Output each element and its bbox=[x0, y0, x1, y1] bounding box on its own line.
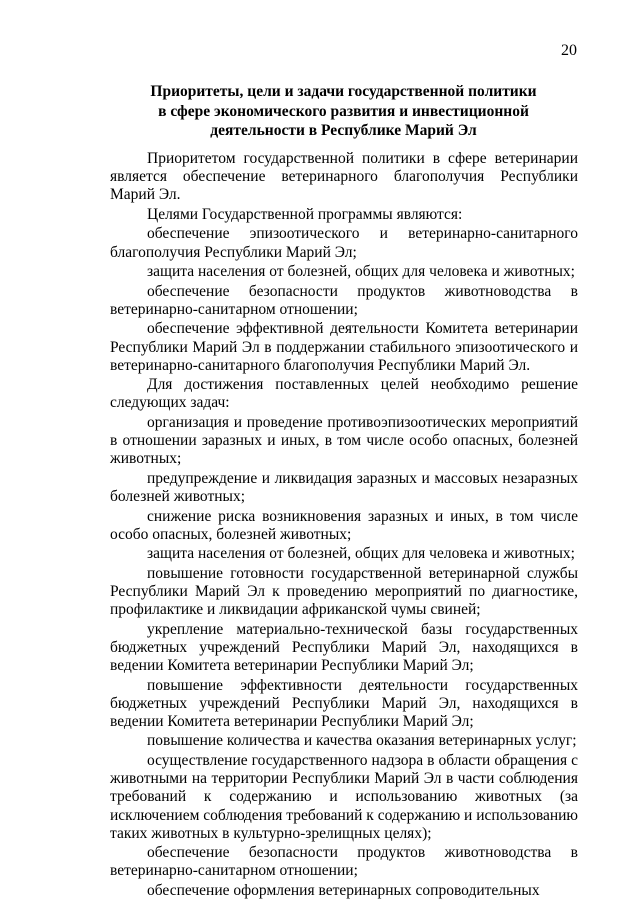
paragraph-task-9: осуществление государственного надзора в области обращения с животными на территории Республики Марий Эл в части соблюдения требований к содержанию и использованию животных (за исключением соблюдения требований к содержанию и использованию таких животных в культурно-зрелищных целях); bbox=[110, 751, 578, 842]
section-title bbox=[110, 82, 577, 141]
page-number: 20 bbox=[561, 42, 577, 59]
paragraph-task-6: укрепление материально-технической базы государственных бюджетных учреждений Республики Марий Эл, находящихся в ведении Комитета ветеринарии Республики Марий Эл; bbox=[110, 620, 578, 675]
paragraph-task-7: повышение эффективности деятельности государственных бюджетных учреждений Республики Марий Эл, находящихся в ведении Комитета ветеринарии Республики Марий Эл; bbox=[110, 676, 578, 730]
paragraph-goal-4: обеспечение эффективной деятельности Комитета ветеринарии Республики Марий Эл в поддержании стабильного эпизоотического и ветеринарно-санитарного благополучия Республики Марий Эл. bbox=[110, 320, 578, 374]
title-line-1: Приоритеты, цели и задачи государственной политики bbox=[150, 83, 537, 100]
paragraph-task-1: организация и проведение противоэпизоотических мероприятий в отношении заразных и иных, в том числе особо опасных, болезней животных; bbox=[110, 413, 578, 468]
paragraph-tasks-intro: Для достижения поставленных целей необходимо решение следующих задач: bbox=[110, 376, 578, 412]
paragraph-task-11: обеспечение оформления ветеринарных сопроводительных bbox=[147, 881, 540, 899]
paragraph-task-10: обеспечение безопасности продуктов животноводства в ветеринарно-санитарном отношении; bbox=[110, 844, 578, 880]
paragraph-task-5: повышение готовности государственной ветеринарной службы Республики Марий Эл к проведению мероприятий по диагностике, профилактике и ликвидации африканской чумы свиней; bbox=[110, 564, 578, 619]
paragraph-task-3: снижение риска возникновения заразных и иных, в том числе особо опасных, болезней животных; bbox=[110, 507, 578, 543]
body-text bbox=[110, 150, 578, 901]
paragraph-priority: Приоритетом государственной политики в сфере ветеринарии является обеспечение ветеринарного благополучия Республики Марий Эл. bbox=[110, 150, 578, 204]
title-line-2: в сфере экономического развития и инвестиционной bbox=[158, 102, 529, 120]
paragraph-task-4: защита населения от болезней, общих для человека и животных; bbox=[147, 545, 575, 563]
paragraph-task-8: повышение количества и качества оказания ветеринарных услуг; bbox=[147, 732, 577, 750]
paragraph-goals-intro: Целями Государственной программы являются: bbox=[147, 205, 463, 223]
paragraph-goal-2: защита населения от болезней, общих для человека и животных; bbox=[147, 263, 575, 281]
title-line-3: деятельности в Республике Марий Эл bbox=[210, 122, 477, 139]
paragraph-goal-3: обеспечение безопасности продуктов животноводства в ветеринарно-санитарном отношении; bbox=[110, 282, 578, 318]
paragraph-goal-1: обеспечение эпизоотического и ветеринарно-санитарного благополучия Республики Марий Эл; bbox=[110, 225, 578, 261]
paragraph-task-2: предупреждение и ликвидация заразных и массовых незаразных болезней животных; bbox=[110, 469, 578, 506]
